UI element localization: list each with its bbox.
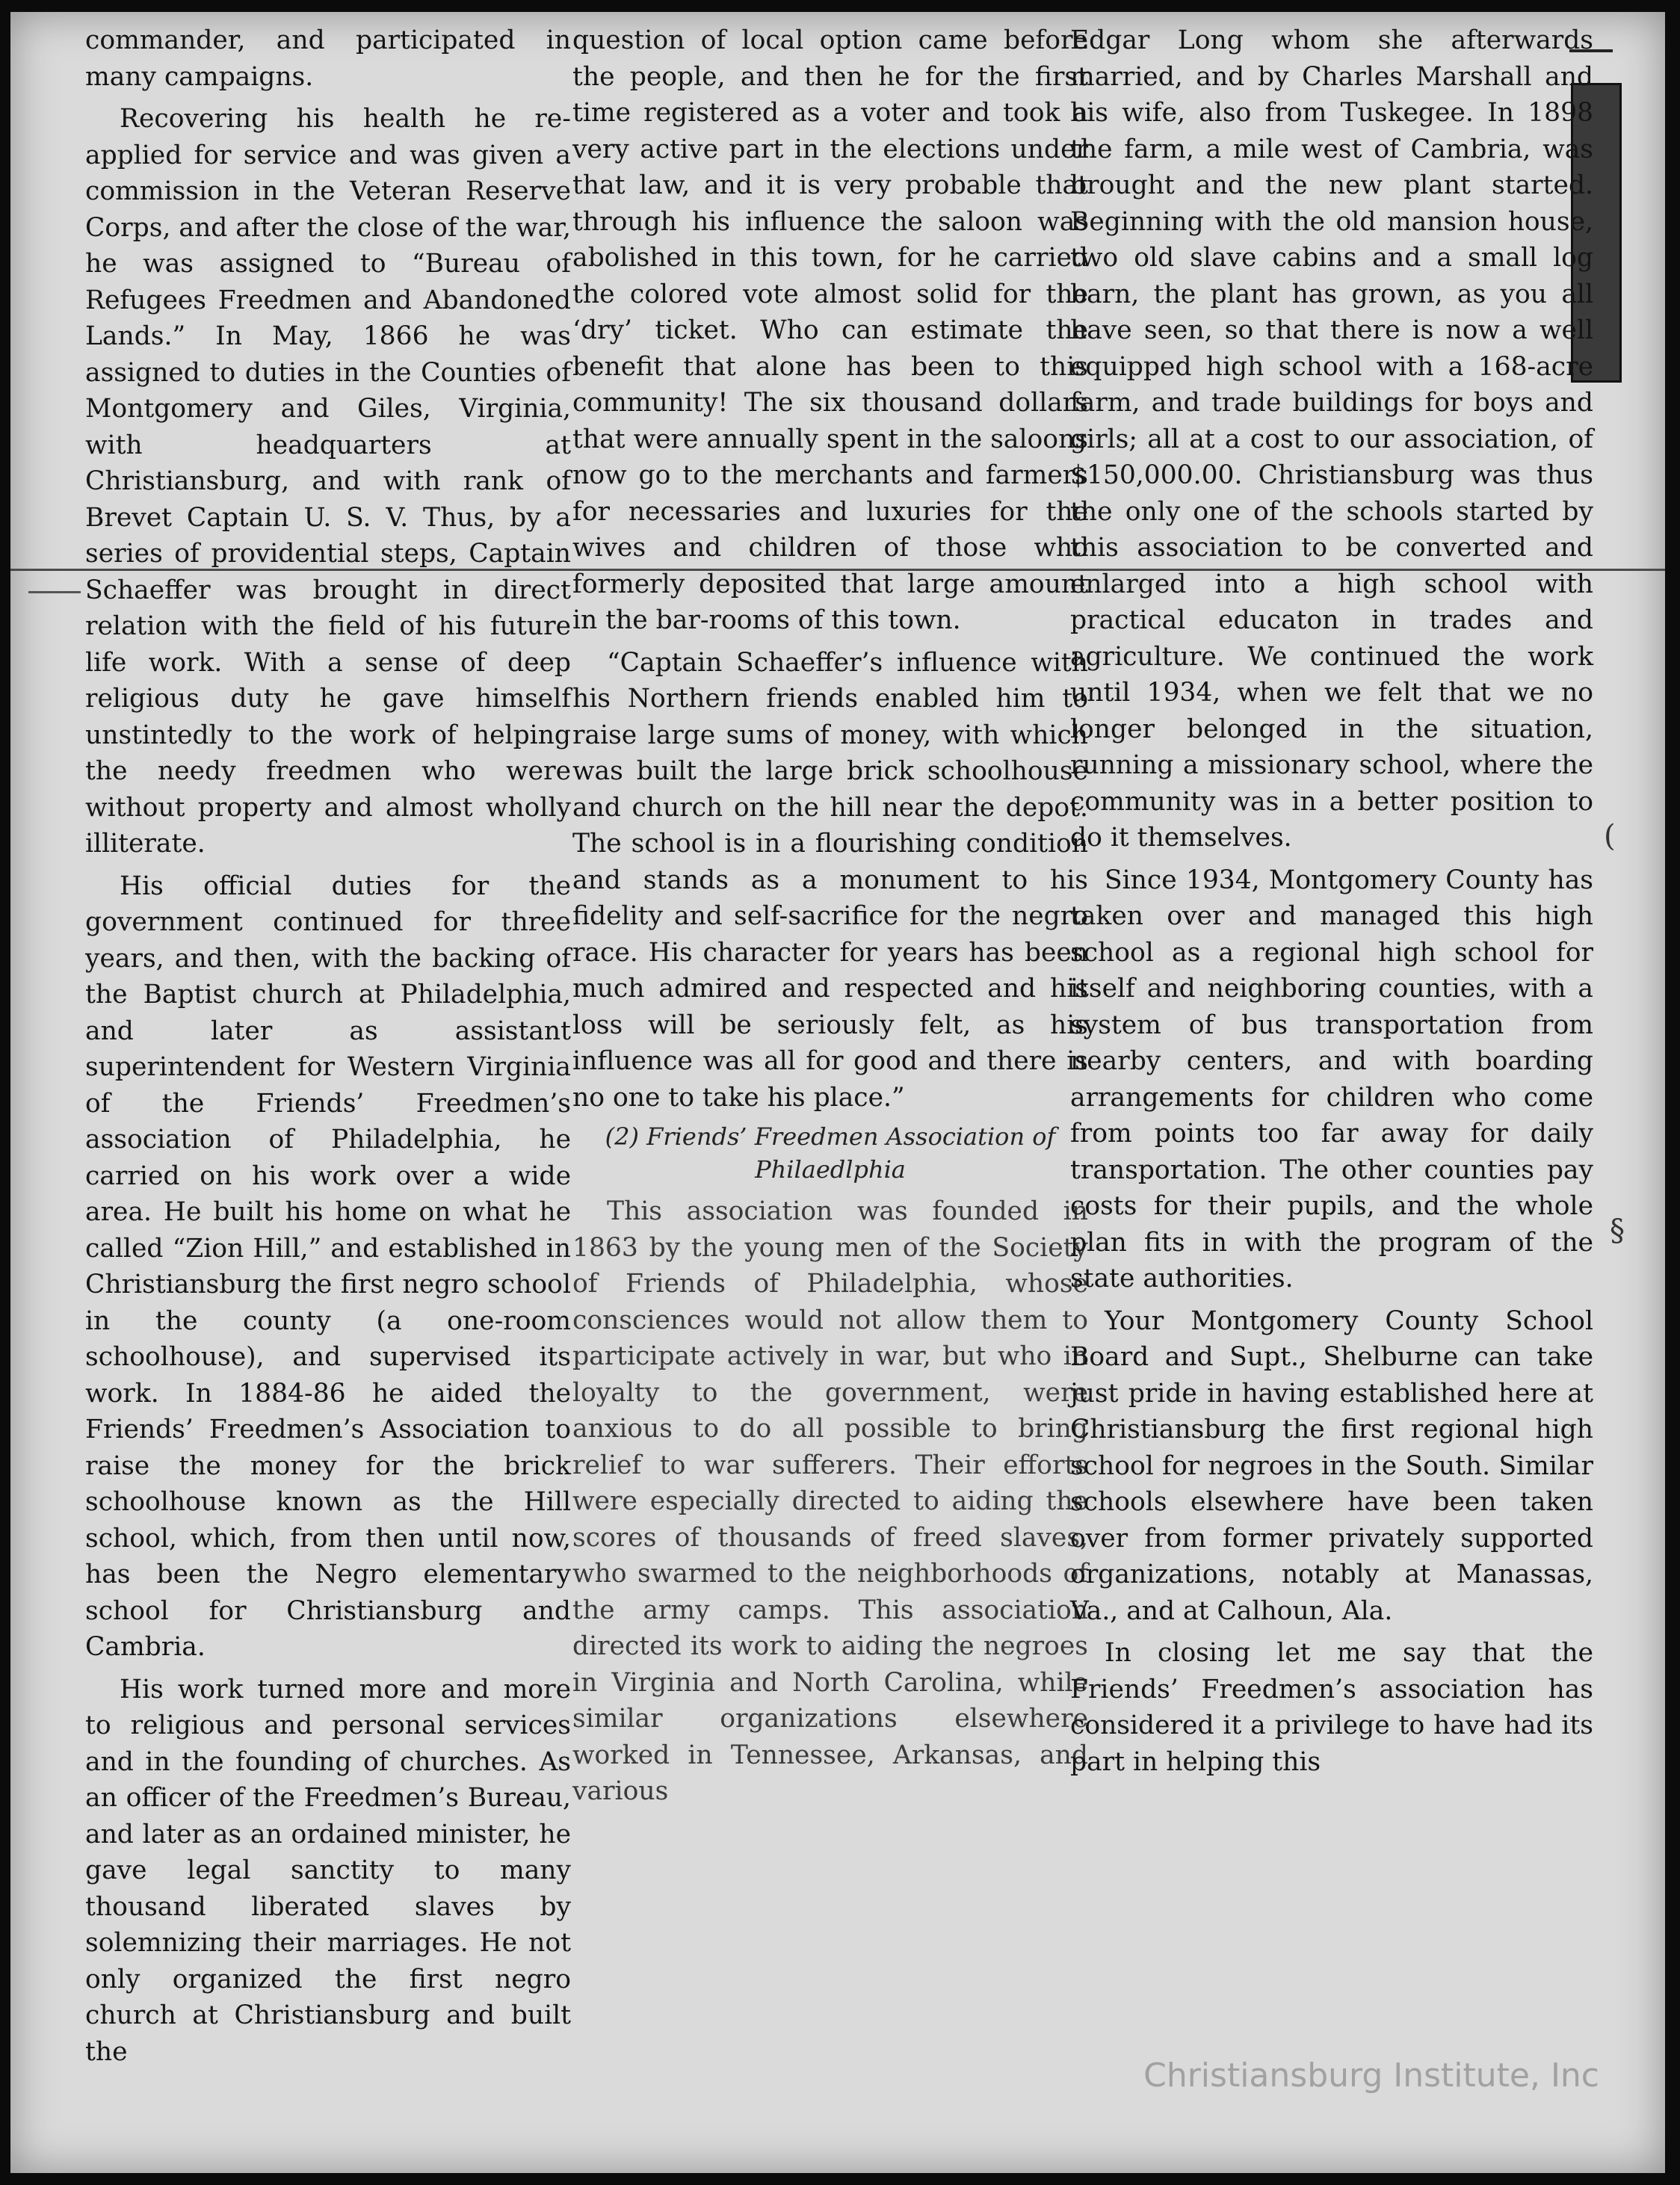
paragraph: commander, and participated in many campaigns. — [85, 25, 571, 92]
paragraph: Edgar Long whom she afterwards married, and by Charles Marshall and his wife, also from Tuskegee. In 1898 the farm, a mile west of Cambria, was brought and the new plant started. Beginning with the old mansion house, two old slave cabins and a small log barn, the plant has grown, as you all have seen, so that there is now a well equipped high school with a 168-acre farm, and trade buildings for boys and girls; all at a cost to our association, of $150,000.00. Christiansburg was thus the only one of the schools started by this association to be converted and enlarged into a high school with practical educaton in trades and agriculture. We continued the work until 1934, when we felt that we no longer belonged in the situation, running a missionary school, where the community was in a better position to do it themselves. — [1070, 25, 1593, 853]
paragraph: question of local option came before the people, and then he for the first time registered as a voter and took a very active part in the elections under that law, and it is very probable that through his influence the saloon was abolished in this town, for he carried the colored vote almost solid for the ‘dry’ ticket. Who can estimate the benefit that alone has been to this community! The six thousand dollars that were annually spent in the saloons now go to the merchants and farmers for necessaries and luxuries for the wives and children of those who formerly deposited that large amount in the bar-rooms of this town. — [572, 25, 1088, 635]
paragraph: Recovering his health he re-applied for service and was given a commission in the Veteran Reserve Corps, and after the close of the war, he was assigned to “Bureau of Refugees Freedmen and Abandoned Lands.” In May, 1866 he was assigned to duties in the Counties of Montgomery and Giles, Virginia, with headquarters at Christiansburg, and with rank of Brevet Captain U. S. V. Thus, by a series of providential steps, Captain Schaeffer was brought in direct relation with the field of his future life work. With a sense of deep religious duty he gave himself unstintedly to the work of helping the needy freedmen who were without property and almost wholly illiterate. — [85, 104, 571, 859]
paragraph: This association was founded in 1863 by the young men of the Society of Friends of Philadelphia, whose consciences would not allow them to participate actively in war, but who in loyalty to the government, were anxious to do all possible to bring relief to war sufferers. Their efforts were especially directed to aiding the scores of thousands of freed slaves, who swarmed to the neighborhoods of the army camps. This association directed its work to aiding the negroes in Virginia and North Carolina, while similar organizations elsewhere worked in Tennessee, Arkansas, and various — [572, 1196, 1088, 1806]
paragraph: His work turned more and more to religious and personal services and in the founding of churches. As an officer of the Freedmen’s Bureau, and later as an ordained minister, he gave legal sanctity to many thousand liberated slaves by solemnizing their marriages. He not only organized the first negro church at Christiansburg and built the — [85, 1674, 571, 2067]
paragraph: His official duties for the government continued for three years, and then, with the backing of the Baptist church at Philadelphia, and later as assistant superintendent for Western Virginia of the Friends’ Freedmen’s association of Philadelphia, he carried on his work over a wide area. He built his home on what he called “Zion Hill,” and established in Christiansburg the first negro school in the county (a one-room schoolhouse), and supervised its work. In 1884-86 he aided the Friends’ Freedmen’s Association to raise the money for the brick schoolhouse known as the Hill school, which, from then until now, has been the Negro elementary school for Christiansburg and Cambria. — [85, 871, 571, 1662]
column-2 — [572, 22, 1088, 1810]
paragraph: “Captain Schaeffer’s influence with his Northern friends enabled him to raise large sums of money, with which was built the large brick schoolhouse and church on the hill near the depot. The school is in a flourishing condition and stands as a monument to his fidelity and self-sacrifice for the negro race. His character for years has been much admired and respected and his loss will be seriously felt, as his influence was all for good and there is no one to take his place.” — [572, 647, 1088, 1113]
column-1 — [85, 22, 571, 2070]
paragraph: Since 1934, Montgomery County has taken over and managed this high school as a regional high school for itself and neighboring counties, with a system of bus transportation from nearby centers, and with boarding arrangements for children who come from points too far away for daily transportation. The other counties pay costs for their pupils, and the whole plan fits in with the program of the state authorities. — [1070, 865, 1593, 1294]
paragraph: Your Montgomery County School Board and Supt., Shelburne can take just pride in having established here at Christiansburg the first regional high school for negroes in the South. Similar schools elsewhere have been taken over from former privately supported organizations, notably at Manassas, Va., and at Calhoun, Ala. — [1070, 1305, 1593, 1626]
fold-mark-left — [28, 591, 81, 593]
margin-mark: § — [1610, 1214, 1625, 1248]
paragraph: In closing let me say that the Friends’ Freedmen’s association has considered it a privilege to have had its part in helping this — [1070, 1638, 1593, 1777]
watermark: Christiansburg Institute, Inc — [1143, 2056, 1599, 2095]
column-3 — [1070, 22, 1593, 1780]
section-heading: (2) Friends’ Freedmen Association of Philaedlphia — [605, 1122, 1056, 1184]
newspaper-clipping — [10, 12, 1665, 2173]
margin-mark: ( — [1604, 819, 1616, 853]
